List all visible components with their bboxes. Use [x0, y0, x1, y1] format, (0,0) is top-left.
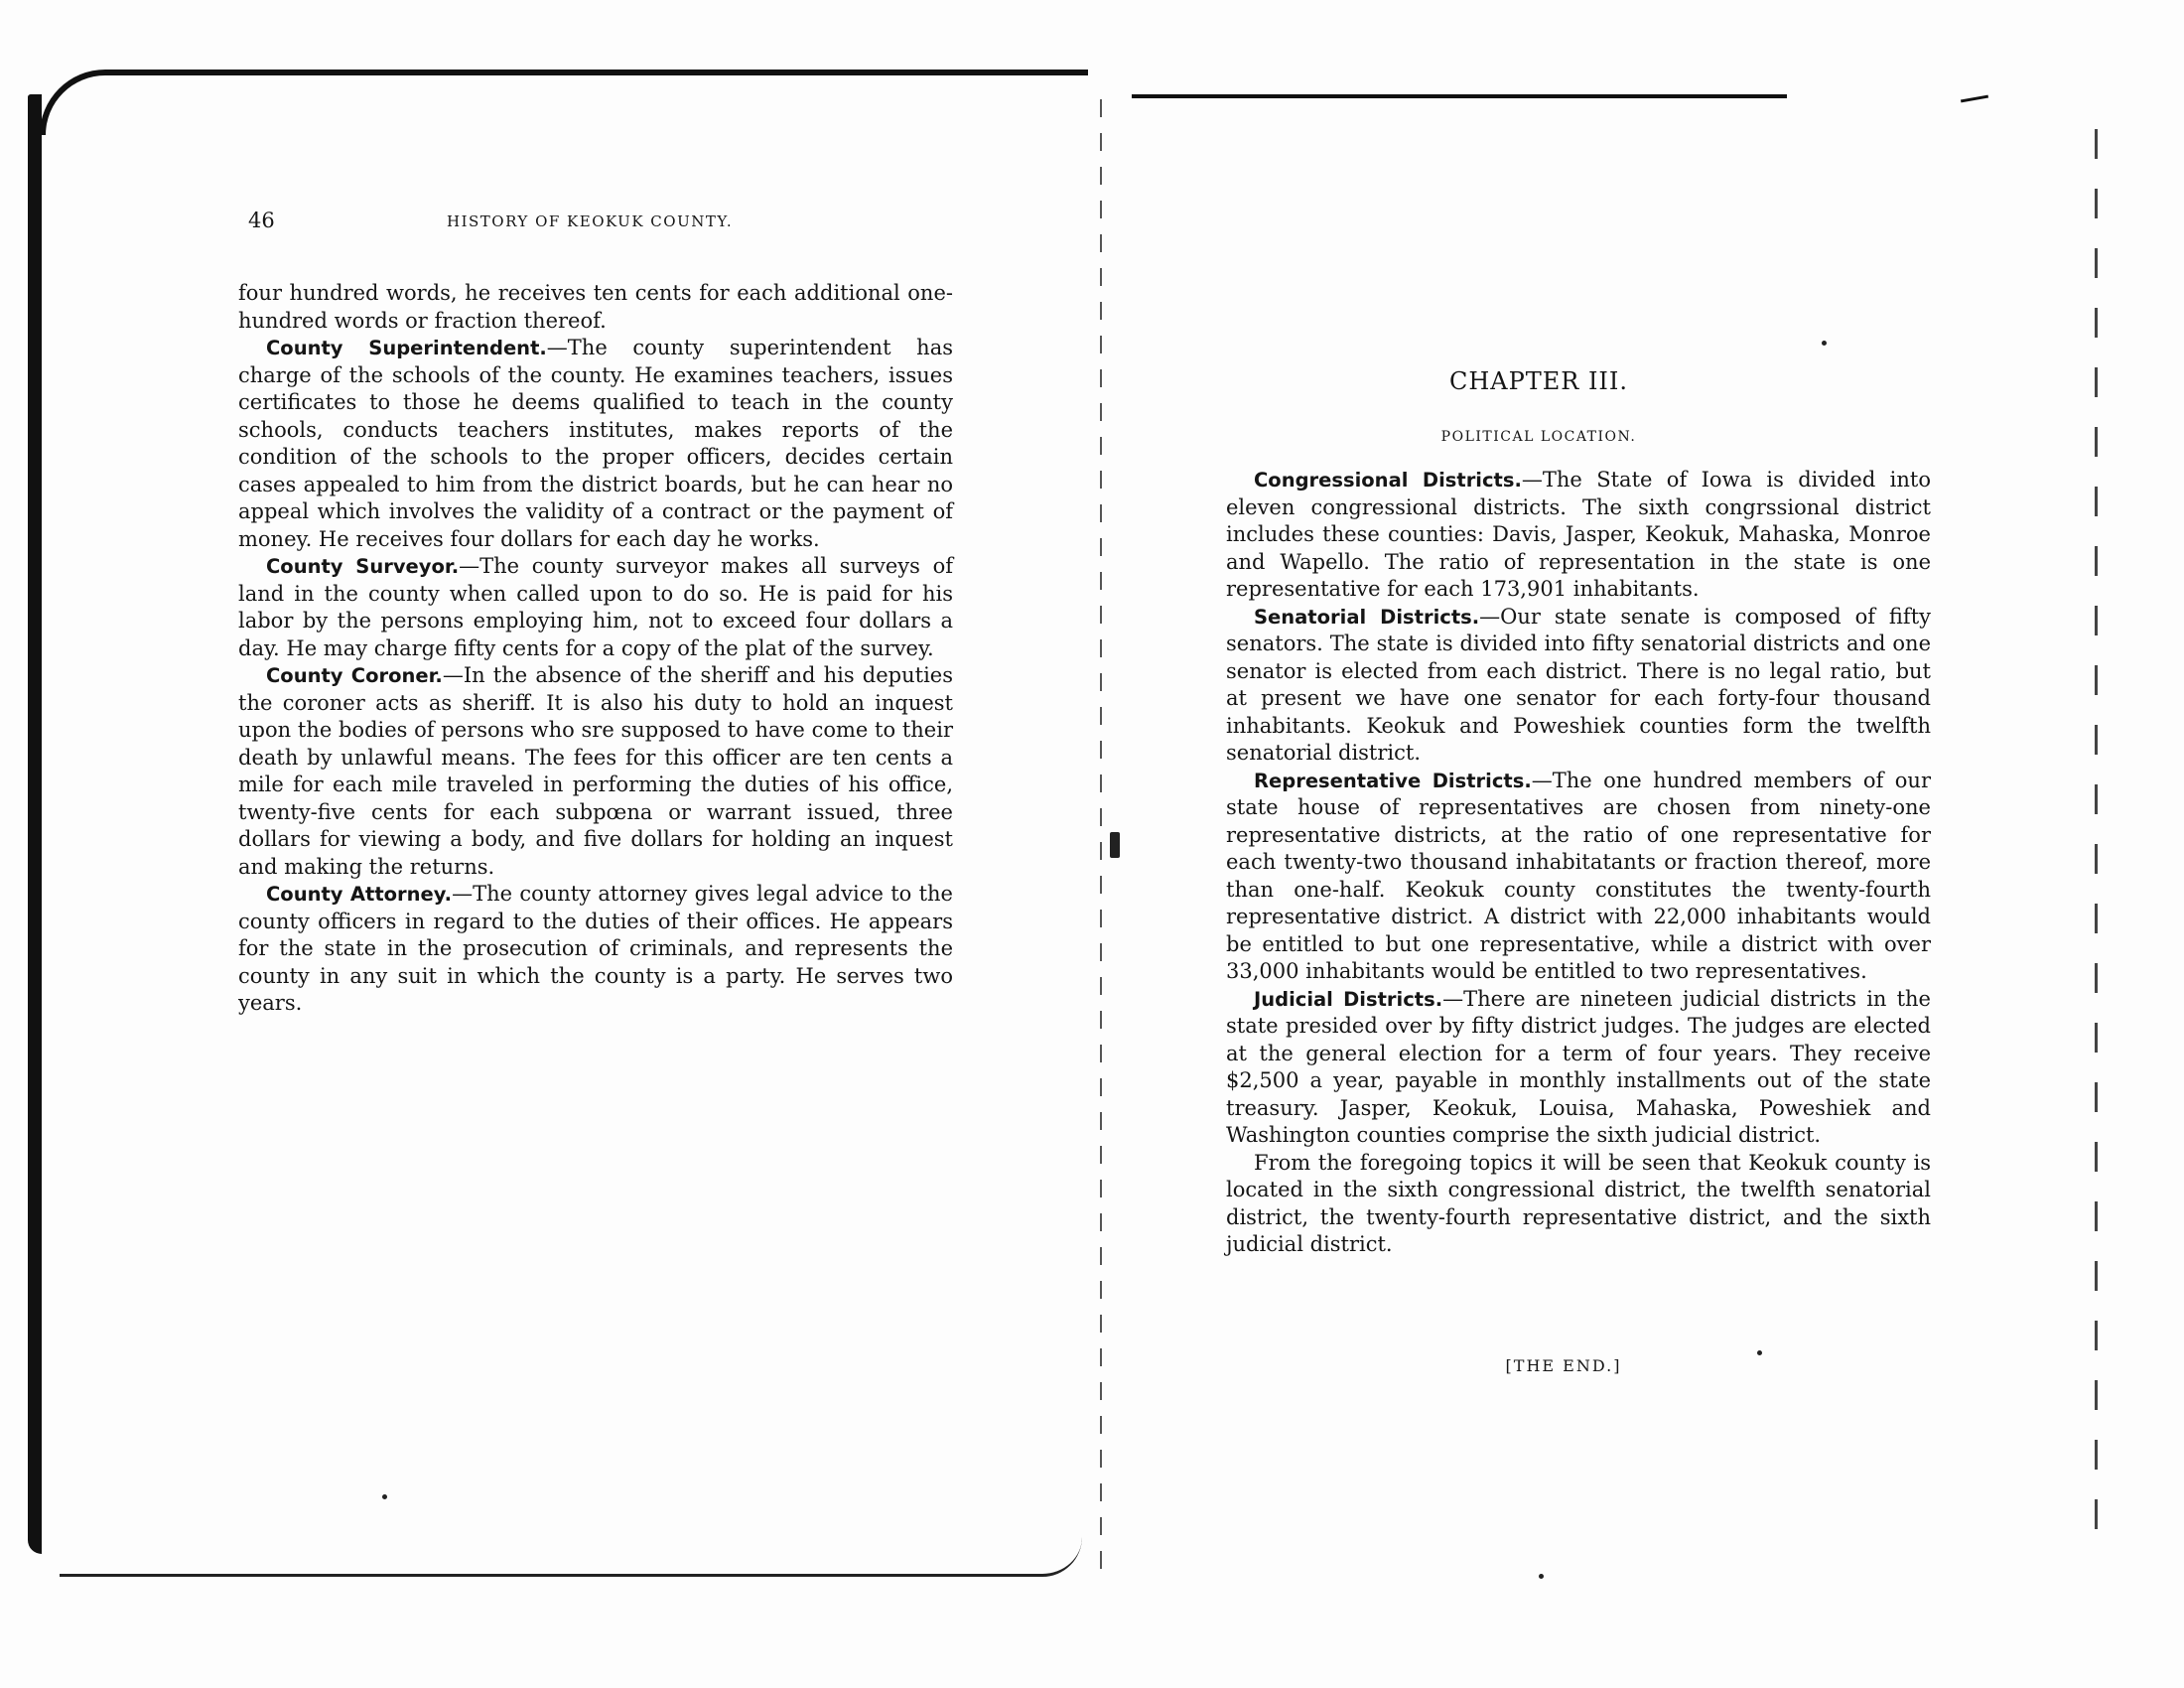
right-page-text — [1226, 467, 1931, 1259]
section-text: —The county attorney gives legal advice to the county officers in regard to the duties of their offices. He appears for the state in the prosecution of criminals, and represents the county in any suit in which the county is a party. He serves two years. — [238, 882, 953, 1015]
paragraph-closing: From the foregoing topics it will be seen that Keokuk county is located in the sixth congressional district, the twelfth senatorial district, the twenty-fourth representative district, and the sixth judicial district. — [1226, 1150, 1931, 1256]
section-text: —The county surveyor makes all surveys of land in the county when called upon to do so. He is paid for his labor by the persons employing him, not to exceed four dollars a day. He may charge fifty cents for a copy of the plat of the survey. — [238, 554, 953, 660]
section-heading: County Coroner. — [266, 664, 443, 687]
section-title: POLITICAL LOCATION. — [1440, 429, 1637, 445]
paragraph-senatorial-districts — [1226, 604, 1931, 768]
section-text: —Our state senate is composed of fifty senators. The state is divided into fifty senatorial districts and one senator is elected from each district. There is no legal ratio, but at present we have one senator for each forty-four thousand inhabitants. Keokuk and Poweshiek counties form the twelfth senatorial district. — [1226, 604, 1931, 765]
section-heading: County Attorney. — [266, 883, 453, 906]
section-heading: Senatorial Districts. — [1254, 605, 1480, 629]
paragraph: four hundred words, he receives ten cents for each additional one-hundred words or fraction thereof. — [238, 281, 953, 333]
section-heading: Judicial Districts. — [1254, 987, 1443, 1011]
paragraph-judicial-districts — [1226, 986, 1931, 1150]
paragraph-county-surveyor — [238, 553, 953, 662]
left-page-edge — [28, 94, 42, 1554]
paragraph-county-coroner — [238, 662, 953, 881]
scan-speck — [1757, 1350, 1762, 1355]
section-heading: Congressional Districts. — [1254, 469, 1522, 492]
right-page-edge — [2095, 129, 2098, 1539]
section-heading: Representative Districts. — [1254, 769, 1532, 792]
paragraph-county-attorney — [238, 881, 953, 1018]
running-head-title: HISTORY OF KEOKUK COUNTY. — [447, 212, 734, 230]
scan-speck — [1110, 832, 1120, 858]
right-page-top-edge — [1132, 94, 1787, 98]
chapter-title: CHAPTER III. — [1448, 367, 1629, 395]
section-heading: County Superintendent. — [266, 337, 547, 359]
section-text: —The one hundred members of our state house of representatives are chosen from ninety-one representative districts, at the ratio of one representative for each twenty-two thousand inhabitatants or fraction thereof, more than one-half. Keokuk county constitutes the twenty-fourth representative district. A district with 22,000 inhabitants would be entitled to but one representative, while a district with over 33,000 inhabitants would be entitled to two representatives. — [1226, 768, 1931, 983]
paragraph-representative-districts — [1226, 768, 1931, 986]
the-end: [THE END.] — [1505, 1356, 1622, 1375]
section-text: —There are nineteen judicial districts in the state presided over by fifty district judges. The judges are elected at the general election for a term of four years. They receive $2,500 a year, payable in monthly installments out of the state treasury. Jasper, Keokuk, Louisa, Mahaska, Poweshiek and Washington counties comprise the sixth judicial district. — [1226, 986, 1931, 1147]
book-gutter — [1100, 99, 1102, 1569]
section-text: —The county superintendent has charge of the schools of the county. He examines teachers, issues certificates to those he deems qualified to teach in the county schools, conducts teachers institutes, makes reports of the condition of the schools to the proper officers, decides certain cases appealed to him from the district boards, but he can hear no appeal which involves the validity of a contract or the payment of money. He receives four dollars for each day he works. — [238, 336, 953, 551]
section-heading: County Surveyor. — [266, 555, 460, 578]
scan-speck — [1822, 341, 1827, 346]
page-number: 46 — [248, 209, 275, 232]
paragraph-county-superintendent — [238, 335, 953, 553]
paragraph-congressional-districts — [1226, 467, 1931, 604]
scan-speck — [1539, 1574, 1544, 1579]
left-page-bottom-edge — [60, 1494, 1082, 1577]
left-page-text — [238, 280, 953, 1018]
scan-speck — [382, 1494, 387, 1499]
page-corner-mark — [1961, 95, 1988, 103]
left-page-top-edge — [40, 70, 1088, 135]
section-text: —In the absence of the sheriff and his deputies the coroner acts as sheriff. It is also his duty to hold an inquest upon the bodies of persons who sre supposed to have come to their death by unlawful means. The fees for this officer are ten cents a mile for each mile traveled in performing the duties of his office, twenty-five cents for each subpœna or warrant issued, three dollars for viewing a body, and five dollars for holding an inquest and making the returns. — [238, 663, 953, 879]
section-text: —The State of Iowa is divided into eleven congressional districts. The sixth congrssional district includes these counties: Davis, Jasper, Keokuk, Mahaska, Monroe and Wapello. The ratio of representation in the state is one representative for each 173,901 inhabitants. — [1226, 468, 1931, 601]
